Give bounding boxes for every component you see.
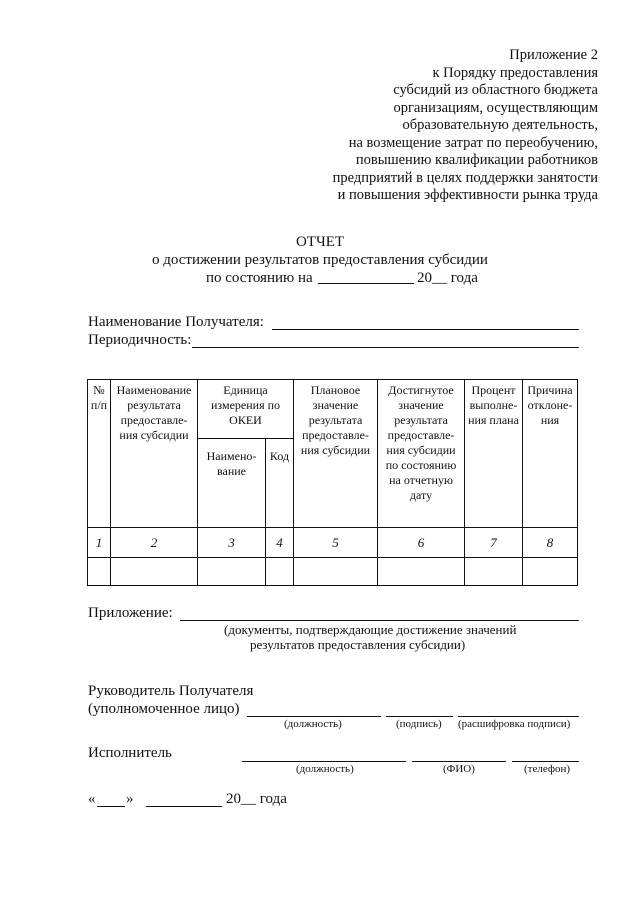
header-line: предприятий в целях поддержки занятости [332, 169, 598, 186]
col-header-num: № п/п [88, 380, 111, 528]
table-cell[interactable] [294, 558, 378, 586]
report-title: ОТЧЕТ [295, 234, 345, 250]
head-sublabel: (уполномоченное лицо) [88, 701, 240, 717]
report-subtitle: о достижении результатов предоставления субсидии [152, 252, 488, 268]
header-line: образовательную деятельность, [402, 117, 598, 133]
head-label: Руководитель Получателя [88, 683, 254, 699]
footer-day-field[interactable] [97, 806, 125, 807]
table-cell[interactable] [111, 558, 198, 586]
caption-decode: (расшифровка подписи) [458, 718, 571, 730]
column-number: 5 [294, 528, 378, 558]
col-header-reason: Причина отклоне-ния [523, 380, 578, 528]
footer-date-close-quote: » [126, 791, 134, 807]
col-header-result-name: Наименование результата предоставле-ния субсидии [111, 380, 198, 528]
executor-label: Исполнитель [88, 745, 172, 761]
executor-fio-field[interactable] [412, 761, 506, 762]
table-cell[interactable] [88, 558, 111, 586]
table-cell[interactable] [523, 558, 578, 586]
column-number: 1 [88, 528, 111, 558]
head-position-field[interactable] [247, 716, 381, 717]
appendix-caption: (документы, подтверждающие достижение значений [224, 622, 517, 637]
header-line: Приложение 2 [509, 47, 598, 63]
report-date-line [0, 269, 640, 287]
col-header-unit: Единица измерения по ОКЕИ [198, 380, 294, 439]
appendix-caption: результатов предоставления субсидии) [250, 637, 466, 652]
table-cell[interactable] [198, 558, 266, 586]
recipient-label: Наименование Получателя: [88, 314, 264, 330]
footer-month-field[interactable] [146, 806, 222, 807]
column-number: 3 [198, 528, 266, 558]
results-table [87, 379, 578, 586]
periodicity-label: Периодичность: [88, 332, 192, 348]
date-blank[interactable] [318, 283, 414, 284]
column-number: 6 [378, 528, 465, 558]
header-line: и повышения эффективности рынка труда [337, 187, 598, 203]
table-cell[interactable] [465, 558, 523, 586]
caption-phone: (телефон) [524, 763, 571, 775]
header-line: к Порядку предоставления [432, 64, 598, 81]
footer-date-year: 20__ года [226, 791, 287, 807]
appendix-label: Приложение: [88, 605, 173, 621]
table-cell[interactable] [266, 558, 294, 586]
caption-position: (должность) [296, 763, 354, 775]
executor-position-field[interactable] [242, 761, 406, 762]
footer-date-open-quote: « [88, 791, 96, 807]
recipient-field[interactable] [272, 329, 579, 330]
appendix-field[interactable] [180, 620, 579, 621]
col-header-achieved: Достигнутое значение результата предоставле-ния субсидии по состоянию на отчетную дату [378, 380, 465, 528]
header-line: субсидий из областного бюджета [393, 82, 598, 98]
header-line: организациям, осуществляющим [393, 99, 598, 116]
header-line: на возмещение затрат по переобучению, [348, 134, 598, 151]
caption-fio: (ФИО) [443, 763, 475, 775]
head-decode-field[interactable] [458, 716, 579, 717]
header-line: повышению квалификации работников [355, 152, 598, 168]
col-header-unit-name: Наимено-вание [198, 439, 266, 528]
caption-signature: (подпись) [396, 718, 442, 730]
head-signature-field[interactable] [386, 716, 453, 717]
column-number: 7 [465, 528, 523, 558]
report-title-block [0, 233, 640, 287]
table-cell[interactable] [378, 558, 465, 586]
col-header-planned: Плановое значение результата предоставле-ния субсидии [294, 380, 378, 528]
col-header-unit-code: Код [266, 439, 294, 528]
column-number: 8 [523, 528, 578, 558]
date-year: 20__ года [417, 270, 478, 286]
caption-position: (должность) [284, 718, 342, 730]
date-prefix: по состоянию на [206, 270, 313, 286]
column-number: 4 [266, 528, 294, 558]
col-header-percent: Процент выполне-ния плана [465, 380, 523, 528]
column-number: 2 [111, 528, 198, 558]
document-header [333, 47, 598, 205]
periodicity-field[interactable] [192, 347, 579, 348]
executor-phone-field[interactable] [512, 761, 579, 762]
